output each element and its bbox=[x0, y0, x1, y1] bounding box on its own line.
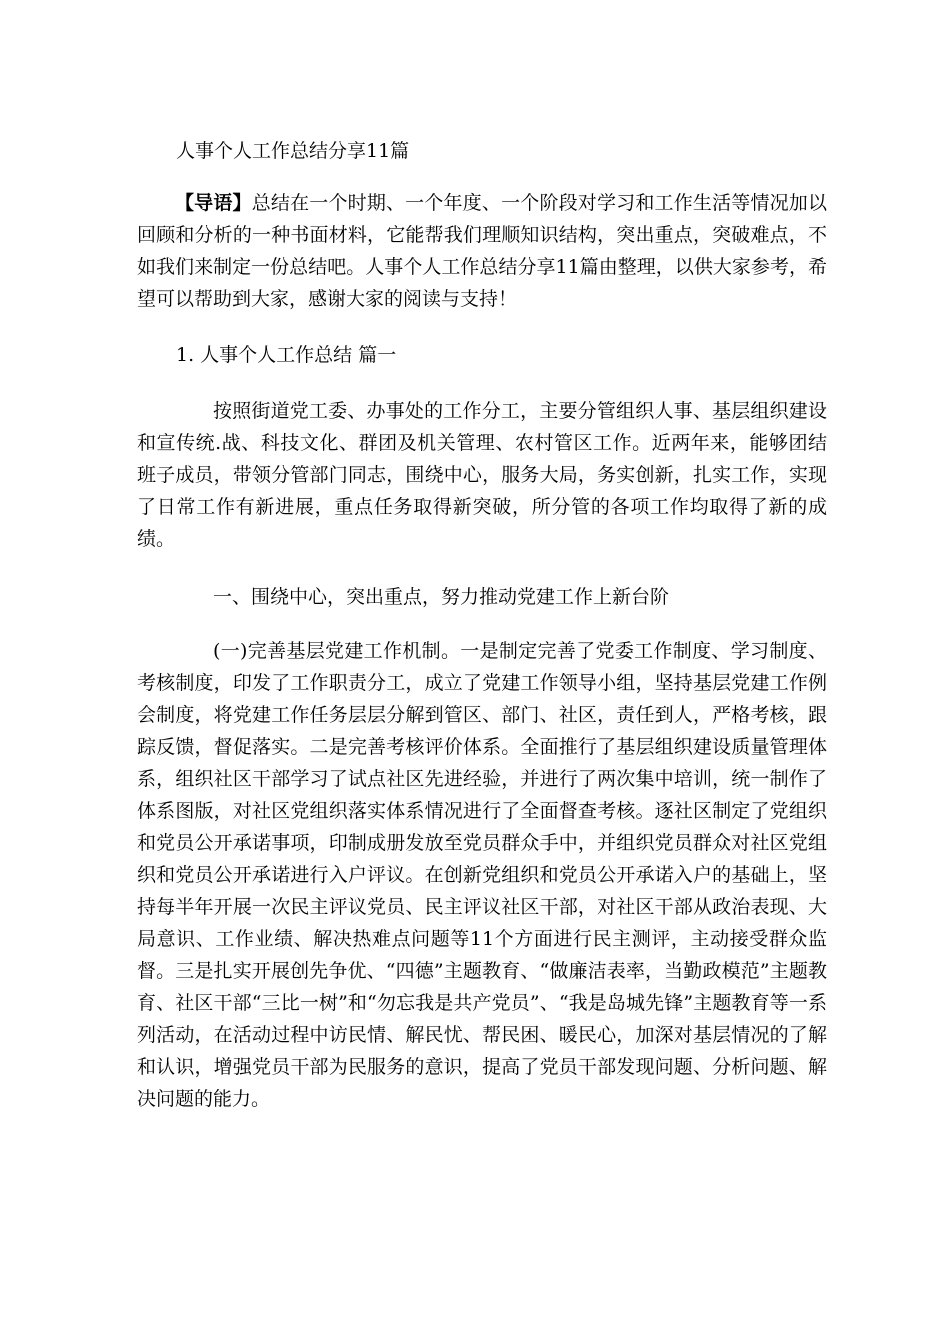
intro-lead-label: 【导语】 bbox=[175, 192, 252, 214]
document-title: 人事个人工作总结分享11篇 bbox=[176, 140, 410, 162]
section-heading: 1. 人事个人工作总结 篇一 bbox=[176, 344, 397, 366]
body-paragraph-2: (一)完善基层党建工作机制。一是制定完善了党委工作制度、学习制度、考核制度，印发了工作职责分工，成立了党建工作领导小组，坚持基层党建工作例会制度，将党建工作任务层层分解到管区、部门、社区，责任到人，严格考核，跟踪反馈，督促落实。二是完善考核评价体系。全面推行了基层组织建设质量管理体系，组织社区干部学习了试点社区先进经验，并进行了两次集中培训，统一制作了体系图版，对社区党组织落实体系情况进行了全面督查考核。逐社区制定了党组织和党员公开承诺事项，印制成册发放至党员群众手中，并组织党员群众对社区党组织和党员公开承诺进行入户评议。在创新党组织和党员公开承诺入户的基础上，坚持每半年开展一次民主评议党员、民主评议社区干部，对社区干部从政治表现、大局意识、工作业绩、解决热难点问题等11个方面进行民主测评，主动接受群众监督。三是扎实开展创先争优、“四德”主题教育、“做廉洁表率，当勤政模范”主题教育、社区干部“三比一树”和“勿忘我是共产党员”、“我是岛城先锋”主题教育等一系列活动，在活动过程中访民情、解民忧、帮民困、暖民心，加深对基层情况的了解和认识，增强党员干部为民服务的意识，提高了党员干部发现问题、分析问题、解决问题的能力。 bbox=[137, 640, 827, 1110]
body-paragraph-1: 按照街道党工委、办事处的工作分工，主要分管组织人事、基层组织建设和宣传统.战、科技文化、群团及机关管理、农村管区工作。近两年来，能够团结班子成员，带领分管部门同志，围绕中心，服务大局，务实创新，扎实工作，实现了日常工作有新进展，重点任务取得新突破，所分管的各项工作均取得了新的成绩。 bbox=[137, 400, 827, 550]
intro-paragraph bbox=[137, 187, 827, 315]
intro-text: 总结在一个时期、一个年度、一个阶段对学习和工作生活等情况加以回顾和分析的一种书面材料，它能帮我们理顺知识结构，突出重点，突破难点，不如我们来制定一份总结吧。人事个人工作总结分享11篇由整理，以供大家参考，希望可以帮助到大家，感谢大家的阅读与支持！ bbox=[137, 192, 827, 310]
subsection-heading: 一、围绕中心，突出重点，努力推动党建工作上新台阶 bbox=[213, 586, 670, 608]
